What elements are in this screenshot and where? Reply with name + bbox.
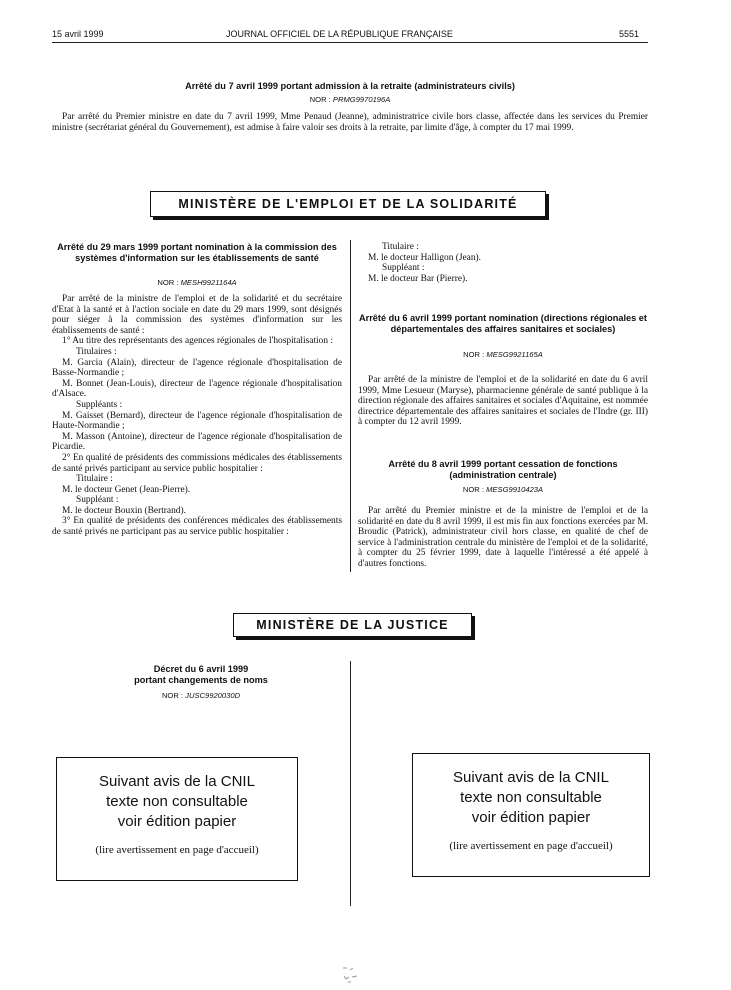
cnil-line: texte non consultable <box>460 789 602 806</box>
arrete-directions-body <box>358 375 648 428</box>
nor-label: NOR : <box>462 485 484 494</box>
cnil-note: (lire avertissement en page d'accueil) <box>449 840 613 852</box>
ministere-justice-heading: MINISTÈRE DE LA JUSTICE <box>233 613 472 637</box>
arrete-commission-title: Arrêté du 29 mars 1999 portant nomination à la commission des systèmes d'information sur les établissements de santé <box>57 242 337 263</box>
list-item: M. le docteur Bouxin (Bertrand). <box>62 505 186 516</box>
header-journal-title: JOURNAL OFFICIEL DE LA RÉPUBLIQUE FRANÇAISE <box>226 29 453 39</box>
section-2-heading: 2° En qualité de présidents des commissions médicales des établissements de santé privés participant au service public hospitalier : <box>52 452 342 474</box>
cnil-line: Suivant avis de la CNIL <box>99 773 255 790</box>
arrete-directions-title: Arrêté du 6 avril 1999 portant nomination (directions régionales et départementales des affaires sanitaires et sociales) <box>359 313 647 334</box>
column-divider <box>350 661 351 906</box>
arrete-commission-nor <box>52 278 342 287</box>
titulaire-label: Titulaire : <box>382 242 419 252</box>
cnil-line: voir édition papier <box>471 809 591 826</box>
decret-title-line: Décret du 6 avril 1999 <box>153 664 249 674</box>
arrete-retraite-body <box>52 112 648 133</box>
titulaire-label: Titulaire : <box>76 474 113 485</box>
nor-label: NOR : <box>309 95 331 104</box>
arrete-cessation-nor <box>358 485 648 494</box>
titulaires-label: Titulaires : <box>76 346 117 357</box>
ministere-emploi-heading: MINISTÈRE DE L'EMPLOI ET DE LA SOLIDARITÉ <box>150 191 546 217</box>
nor-code: JUSC9920030D <box>185 691 241 700</box>
arrete-cessation-title: Arrêté du 8 avril 1999 portant cessation de fonctions (administration centrale) <box>388 459 618 480</box>
cnil-notice-left <box>56 757 298 881</box>
arrete-commission-continued <box>358 242 648 284</box>
decret-title-line: portant changements de noms <box>134 674 268 685</box>
arrete-directions-nor <box>358 350 648 359</box>
suppleant-label: Suppléant : <box>382 263 425 274</box>
list-item: M. Gaisset (Bernard), directeur de l'agence régionale d'hospitalisation de Haute-Normandie ; <box>52 410 342 432</box>
nor-label: NOR : <box>157 278 179 287</box>
list-item: M. le docteur Bar (Pierre). <box>368 273 468 284</box>
list-item: M. Masson (Antoine), directeur de l'agence régionale d'hospitalisation de Picardie. <box>52 431 342 453</box>
header-rule <box>52 42 648 43</box>
decret-noms-nor <box>52 691 350 700</box>
nor-label: NOR : <box>463 350 485 359</box>
column-divider <box>350 240 351 572</box>
paragraph: Par arrêté de la ministre de l'emploi et de la solidarité en date du 6 avril 1999, Mme Lesueur (Maryse), pharmacienne générale de santé publique à la direction régionale des affaires sanitaires et sociales d'Aquitaine, est nommée directrice départementale des affaires sanitaires et sociales de l'Indre (gr. III) à compter du 12 avril 1999. <box>358 375 648 428</box>
cnil-line: voir édition papier <box>117 813 237 830</box>
nor-code: MESH9921164A <box>180 278 237 287</box>
arrete-retraite-title: Arrêté du 7 avril 1999 portant admission à la retraite (administrateurs civils) <box>185 81 515 91</box>
cnil-line: texte non consultable <box>106 793 248 810</box>
cnil-notice-right <box>412 753 650 877</box>
header-page-number: 5551 <box>619 29 640 39</box>
paragraph: Par arrêté du Premier ministre et de la ministre de l'emploi et de la solidarité en date du 8 avril 1999, il est mis fin aux fonctions exercées par M. Broudic (Patrick), administrateur civil hors classe, en qualité de chef de service à l'administration centrale du ministère de l'emploi et de la solidarité, à compter du 25 février 1999, date à laquelle l'intéressé a été appelé à d'autres fonctions. <box>358 506 648 569</box>
list-item: M. le docteur Halligon (Jean). <box>368 252 481 263</box>
nor-code: MESG9921165A <box>486 350 543 359</box>
paragraph: Par arrêté du Premier ministre en date du 7 avril 1999, Mme Penaud (Jeanne), administratrice civile hors classe, affectée dans les services du Premier ministre (secrétariat général du Gouvernement), est admise à faire valoir ses droits à la retraite, par limite d'âge, à compter du 17 mai 1999. <box>52 112 648 133</box>
suppleant-label: Suppléant : <box>76 495 119 506</box>
cnil-note: (lire avertissement en page d'accueil) <box>95 844 259 856</box>
list-item: M. Bonnet (Jean-Louis), directeur de l'agence régionale d'hospitalisation d'Alsace. <box>52 378 342 400</box>
arrete-retraite-nor <box>52 95 648 104</box>
decret-noms-title <box>52 664 350 685</box>
nor-label: NOR : <box>161 691 184 700</box>
scan-mark <box>340 962 364 986</box>
nor-code: MESG9910423A <box>486 485 544 494</box>
suppleants-label: Suppléants : <box>76 399 123 410</box>
list-item: M. Garcia (Alain), directeur de l'agence régionale d'hospitalisation de Basse-Normandie ; <box>52 357 342 379</box>
nor-code: PRMG9970196A <box>332 95 391 104</box>
arrete-commission-body <box>52 294 342 538</box>
header-date: 15 avril 1999 <box>52 29 104 39</box>
arrete-cessation-body <box>358 506 648 570</box>
section-3-heading: 3° En qualité de présidents des conférences médicales des établissements de santé privés ne participant pas au service public hospitalier : <box>52 516 342 538</box>
intro-paragraph: Par arrêté de la ministre de l'emploi et de la solidarité et du secrétaire d'Etat à la santé et à l'action sociale en date du 29 mars 1999, sont désignés pour siéger à la commission des systèmes d'information sur les établissements de santé : <box>52 294 342 336</box>
section-1-heading: 1° Au titre des représentants des agences régionales de l'hospitalisation : <box>62 336 333 347</box>
cnil-line: Suivant avis de la CNIL <box>453 769 609 786</box>
list-item: M. le docteur Genet (Jean-Pierre). <box>62 484 191 495</box>
